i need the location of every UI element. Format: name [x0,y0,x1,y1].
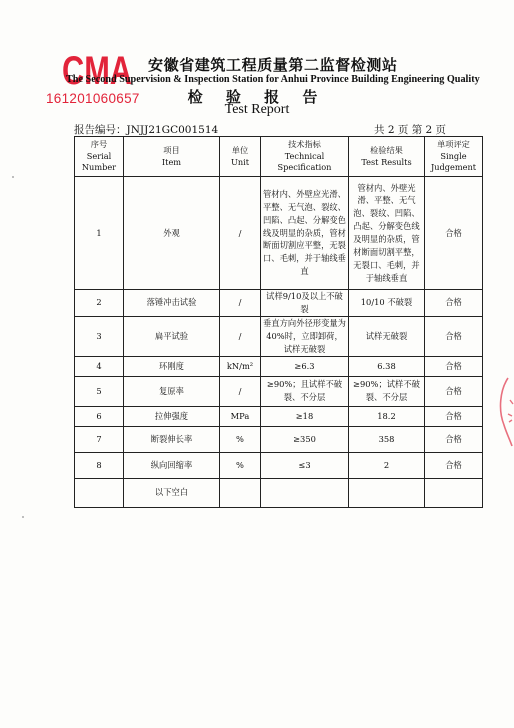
cell-no: 7 [75,426,124,452]
cell-spec: 管材内、外壁应光滑、平整、无气泡、裂纹、凹陷、凸起、分解变色线及明显的杂质，管材断面切割应平整，无裂口、毛刺，并于轴线垂直 [261,177,349,290]
cell-spec: ≥18 [261,406,349,426]
cell-judge: 合格 [425,316,483,356]
cell-item: 扁平试验 [124,316,220,356]
header-en: Item [161,156,182,167]
header-serial [75,137,124,177]
cell-judge: 合格 [425,452,483,478]
cell-no: 6 [75,406,124,426]
cell-result: 试样无破裂 [349,316,425,356]
header-cn: 项目 [163,144,180,155]
cell-result: 6.38 [349,356,425,376]
cell-judge: 合格 [425,426,483,452]
cell-no: 4 [75,356,124,376]
table-row [75,478,483,507]
cell-item: 以下空白 [124,478,220,507]
speck [22,516,24,518]
cell-unit: / [220,177,261,290]
table-header-row [75,137,483,177]
table-row [75,452,483,478]
cell-item: 断裂伸长率 [124,426,220,452]
cell-judge: 合格 [425,356,483,376]
cell-item: 复原率 [124,376,220,406]
cell-judge: 合格 [425,406,483,426]
header-judgement [425,137,483,177]
cell-unit: / [220,290,261,317]
cell-spec: ≥90%；且试样不破裂、不分层 [261,376,349,406]
header-unit [220,137,261,177]
cell-spec: ≥6.3 [261,356,349,376]
cell-judge [425,478,483,507]
cell-unit: / [220,316,261,356]
cell-result: 358 [349,426,425,452]
cell-judge: 合格 [425,290,483,317]
cell-judge: 合格 [425,177,483,290]
certificate-number: 161201060657 [46,91,140,106]
table-row [75,356,483,376]
cell-spec: ≤3 [261,452,349,478]
table-row [75,177,483,290]
header-en: Test Results [361,156,412,167]
page-info: 共 2 页 第 2 页 [374,124,447,136]
cma-logo-text: CMA [62,49,132,93]
cell-item: 拉伸强度 [124,406,220,426]
speck [12,176,14,178]
cell-result: 18.2 [349,406,425,426]
header-cn: 技术指标 [288,138,321,149]
cell-no: 1 [75,177,124,290]
cell-spec: 垂直方向外径形变量为40%时，立即卸荷，试样无破裂 [261,316,349,356]
table-row [75,426,483,452]
cell-spec: ≥350 [261,426,349,452]
cell-unit: MPa [220,406,261,426]
table-row [75,290,483,317]
header-cn: 检验结果 [370,144,403,155]
header-result [349,137,425,177]
header-spec [261,137,349,177]
header-item [124,137,220,177]
report-title-en: Test Report [224,102,290,117]
cell-item: 纵向回缩率 [124,452,220,478]
table-row [75,316,483,356]
header-en: Technical Specification [277,150,332,173]
header-cn: 单位 [231,144,249,155]
cell-unit [220,478,261,507]
edge-stamp-fragment [490,370,514,450]
cell-unit: % [220,426,261,452]
results-table [74,136,483,508]
cell-result [349,478,425,507]
cell-no [75,478,124,507]
report-number: 报告编号：JNJJ21GC001514 [74,124,219,136]
header-en: Single Judgement [430,150,477,173]
cell-unit: % [220,452,261,478]
cell-unit: / [220,376,261,406]
table-row [75,406,483,426]
header-cn: 单项评定 [437,138,470,149]
header-en: Unit [230,156,250,167]
cell-no: 2 [75,290,124,317]
cell-no: 8 [75,452,124,478]
cell-result: 10/10 不破裂 [349,290,425,317]
cell-item: 落锤冲击试验 [124,290,220,317]
cell-spec: 试样9/10及以上不破裂 [261,290,349,317]
cell-unit: kN/m² [220,356,261,376]
cell-no: 3 [75,316,124,356]
report-title-cn: 检 验 报 告 [187,88,327,106]
cell-result: 2 [349,452,425,478]
cell-item: 外观 [124,177,220,290]
header-en: Serial Number [81,150,117,173]
station-name-en: The Second Supervision & Inspection Station for Anhui Province Building Engineering Quality [66,74,480,85]
station-name-cn: 安徽省建筑工程质量第二监督检测站 [148,56,398,74]
cell-item: 环刚度 [124,356,220,376]
header-cn: 序号 [90,138,108,149]
cell-result: 管材内、外壁光滑、平整、无气泡、裂纹、凹陷、凸起、分解变色线及明显的杂质，管材断面切割平整，无裂口、毛刺，并于轴线垂直 [349,177,425,290]
cell-spec [261,478,349,507]
cell-result: ≥90%；试样不破裂、不分层 [349,376,425,406]
cell-judge: 合格 [425,376,483,406]
table-row [75,376,483,406]
cell-no: 5 [75,376,124,406]
